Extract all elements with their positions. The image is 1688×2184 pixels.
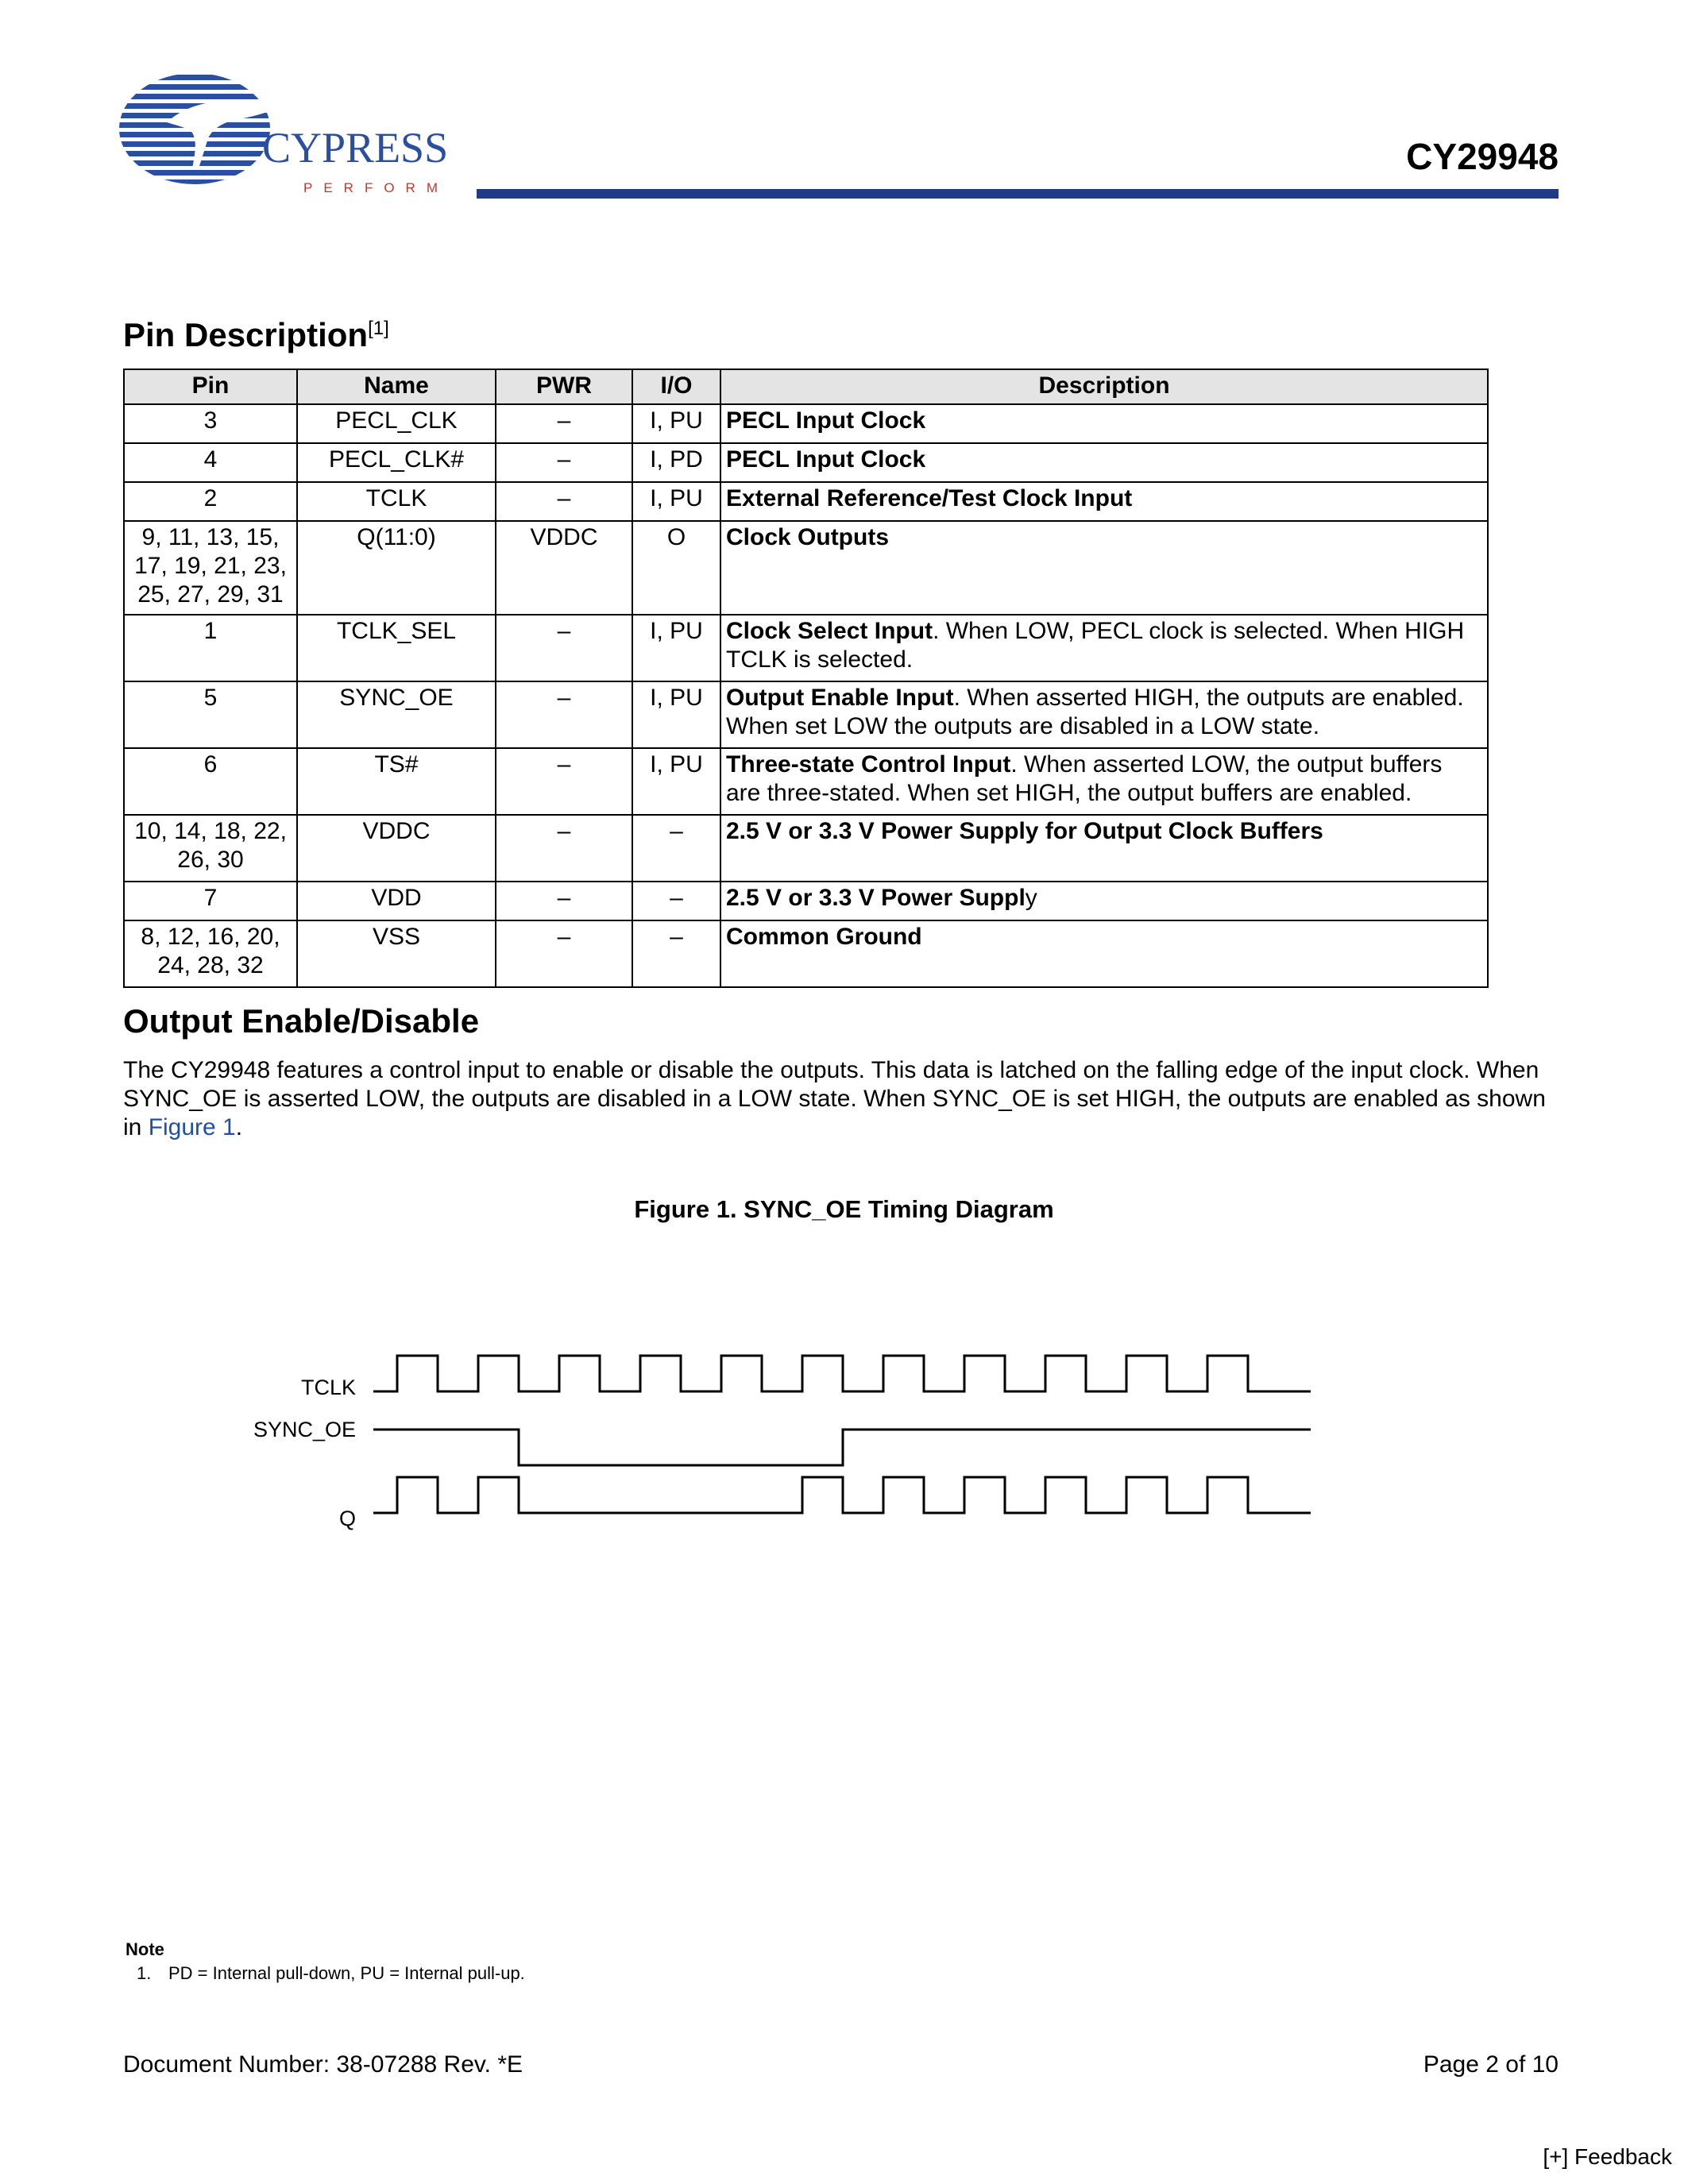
io-cell: I, PU — [632, 404, 720, 443]
note-heading: Note — [126, 1939, 164, 1959]
description-cell: Common Ground — [720, 920, 1488, 987]
description-cell: Clock Select Input. When LOW, PECL clock is selected. When HIGH TCLK is selected. — [720, 615, 1488, 681]
table-row — [124, 615, 1488, 681]
table-row — [124, 748, 1488, 815]
name-cell: TS# — [297, 748, 496, 815]
pin-cell: 6 — [124, 748, 297, 815]
description-cell: Three-state Control Input. When asserted LOW, the output buffers are three-stated. When set HIGH, the output buffers are enabled. — [720, 748, 1488, 815]
pwr-cell: – — [496, 482, 632, 521]
footnote-1: 1. PD = Internal pull-down, PU = Internal pull-up. — [137, 1963, 525, 1983]
pwr-cell: – — [496, 404, 632, 443]
sync-oe-waveform — [373, 1430, 1311, 1465]
output-enable-paragraph: The CY29948 features a control input to enable or disable the outputs. This data is latched on the falling edge of the input clock. When SYNC_OE is asserted LOW, the outputs are disabled in a LOW state. When SYNC_OE is set HIGH, the outputs are enabled as shown in Figure 1. — [123, 1057, 1546, 1140]
name-cell: TCLK — [297, 482, 496, 521]
pin-cell: 3 — [124, 404, 297, 443]
tclk-waveform — [373, 1356, 1311, 1391]
page-number: Page 2 of 10 — [1423, 2051, 1559, 2078]
io-cell: I, PU — [632, 681, 720, 748]
io-cell: I, PU — [632, 482, 720, 521]
document-id: CY29948 — [1406, 136, 1559, 177]
column-header-io: I/O — [632, 369, 720, 404]
description-cell: Output Enable Input. When asserted HIGH, the outputs are enabled. When set LOW the outputs are disabled in a LOW state. — [720, 681, 1488, 748]
name-cell: Q(11:0) — [297, 521, 496, 615]
pwr-cell: – — [496, 443, 632, 482]
column-header-pin: Pin — [124, 369, 297, 404]
svg-text:CYPRESS: CYPRESS — [262, 124, 449, 172]
tclk-label: TCLK — [300, 1376, 356, 1399]
io-cell: – — [632, 882, 720, 920]
svg-text:PERFORM: PERFORM — [303, 180, 449, 195]
feedback-link[interactable]: [+] Feedback — [1543, 2144, 1672, 2169]
pin-cell: 9, 11, 13, 15, 17, 19, 21, 23, 25, 27, 29, 31 — [124, 521, 297, 615]
name-cell: PECL_CLK — [297, 404, 496, 443]
name-cell: SYNC_OE — [297, 681, 496, 748]
pwr-cell: – — [496, 615, 632, 681]
timing-diagram — [238, 1318, 1350, 1557]
footnote-ref[interactable]: [1] — [368, 318, 389, 339]
document-number: Document Number: 38-07288 Rev. *E — [123, 2051, 523, 2078]
header-rule — [477, 189, 1559, 199]
pin-cell: 4 — [124, 443, 297, 482]
q-waveform — [373, 1477, 1311, 1513]
figure-1-link[interactable]: Figure 1 — [148, 1114, 236, 1140]
column-header-pwr: PWR — [496, 369, 632, 404]
pwr-cell: – — [496, 681, 632, 748]
q-label: Q — [338, 1507, 356, 1530]
io-cell: I, PD — [632, 443, 720, 482]
pin-description-title: Pin Description[1] — [123, 316, 389, 353]
description-cell: 2.5 V or 3.3 V Power Supply — [720, 882, 1488, 920]
pwr-cell: VDDC — [496, 521, 632, 615]
pin-description-table — [123, 369, 1489, 988]
description-cell: External Reference/Test Clock Input — [720, 482, 1488, 521]
description-cell: Clock Outputs — [720, 521, 1488, 615]
cypress-logo — [119, 73, 453, 208]
sync-oe-label: SYNC_OE — [253, 1418, 356, 1441]
table-row — [124, 882, 1488, 920]
name-cell: VDDC — [297, 815, 496, 882]
pwr-cell: – — [496, 815, 632, 882]
column-header-description: Description — [720, 369, 1488, 404]
io-cell: – — [632, 920, 720, 987]
pin-cell: 2 — [124, 482, 297, 521]
io-cell: O — [632, 521, 720, 615]
table-row — [124, 815, 1488, 882]
description-cell: 2.5 V or 3.3 V Power Supply for Output Clock Buffers — [720, 815, 1488, 882]
pin-cell: 1 — [124, 615, 297, 681]
output-enable-title: Output Enable/Disable — [123, 1002, 480, 1040]
table-row — [124, 443, 1488, 482]
table-row — [124, 404, 1488, 443]
column-header-name: Name — [297, 369, 496, 404]
name-cell: TCLK_SEL — [297, 615, 496, 681]
io-cell: I, PU — [632, 748, 720, 815]
pwr-cell: – — [496, 882, 632, 920]
table-header-row — [124, 369, 1488, 404]
table-row — [124, 482, 1488, 521]
figure-caption: Figure 1. SYNC_OE Timing Diagram — [634, 1195, 1054, 1223]
pwr-cell: – — [496, 748, 632, 815]
pin-cell: 10, 14, 18, 22, 26, 30 — [124, 815, 297, 882]
name-cell: PECL_CLK# — [297, 443, 496, 482]
description-cell: PECL Input Clock — [720, 443, 1488, 482]
table-row — [124, 681, 1488, 748]
io-cell: – — [632, 815, 720, 882]
name-cell: VDD — [297, 882, 496, 920]
description-cell: PECL Input Clock — [720, 404, 1488, 443]
name-cell: VSS — [297, 920, 496, 987]
table-row — [124, 521, 1488, 615]
io-cell: I, PU — [632, 615, 720, 681]
pin-cell: 7 — [124, 882, 297, 920]
table-row — [124, 920, 1488, 987]
pin-cell: 5 — [124, 681, 297, 748]
pwr-cell: – — [496, 920, 632, 987]
pin-cell: 8, 12, 16, 20, 24, 28, 32 — [124, 920, 297, 987]
